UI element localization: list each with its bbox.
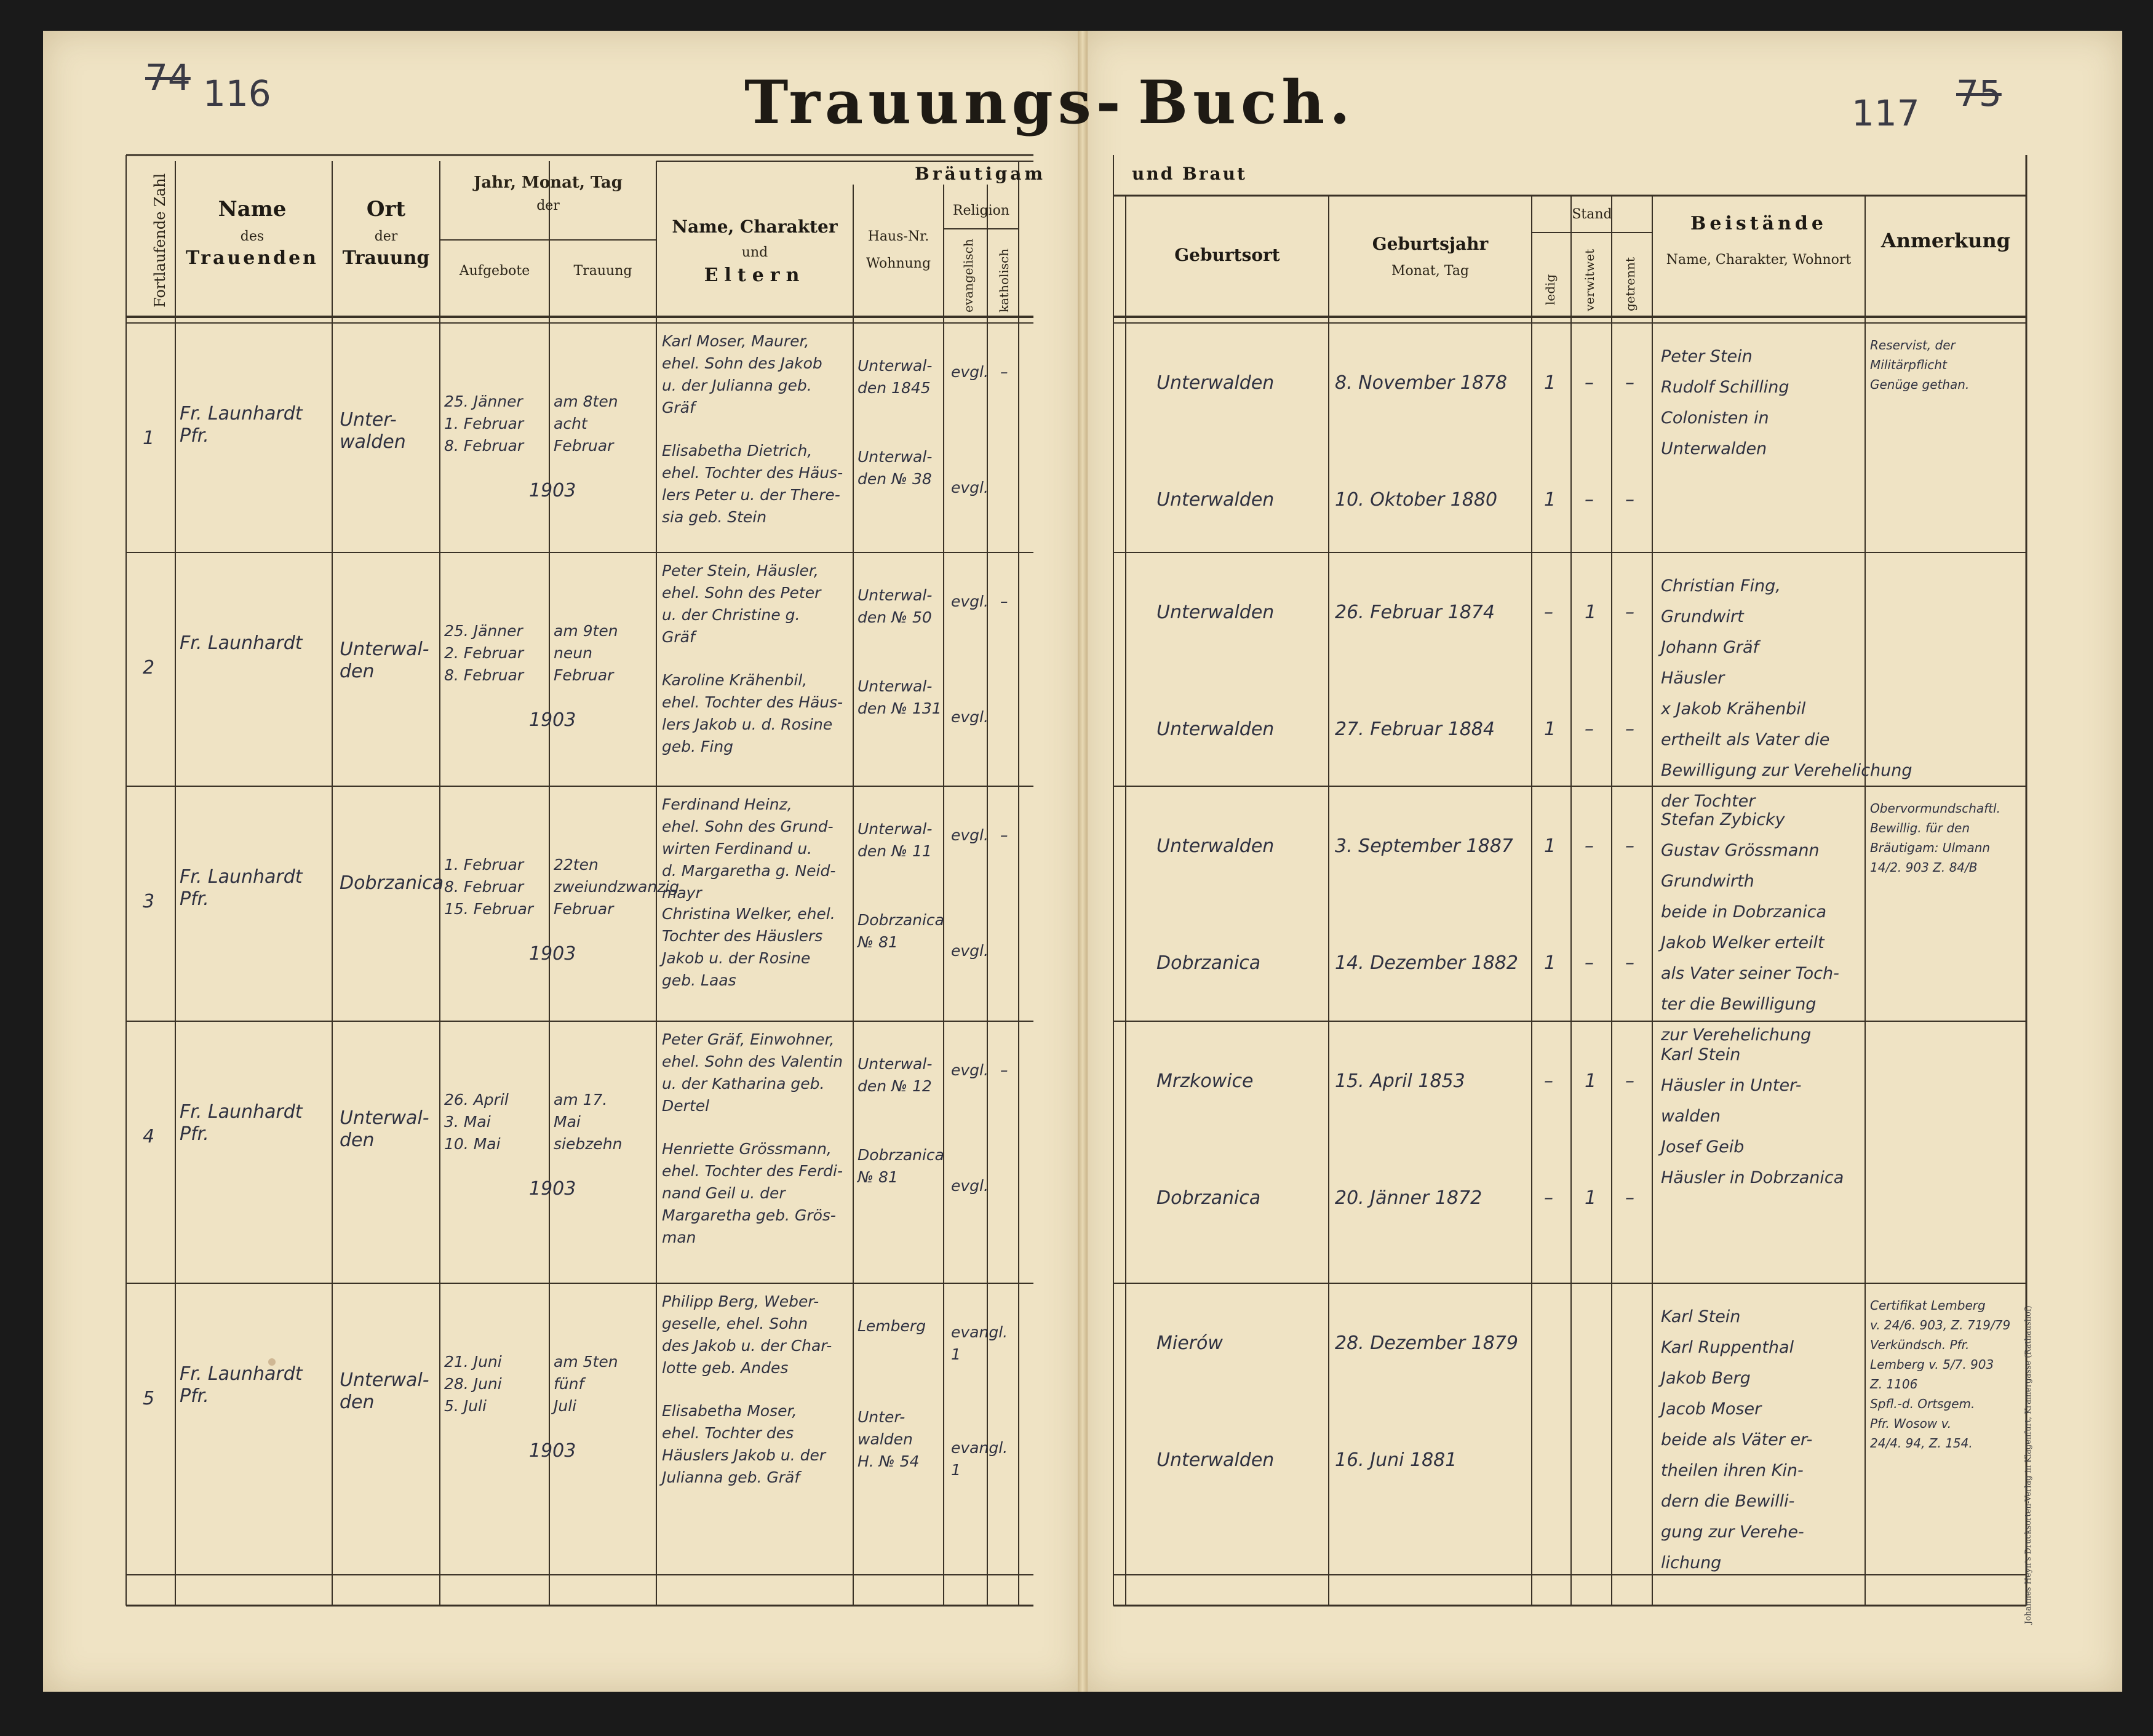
header-place-2: der <box>374 229 398 244</box>
entry-bride-status: – <box>1585 952 1594 974</box>
entry-bride: Karoline Krähenbil, ehel. Tochter des Häus- lers Jakob u. d. Rosine geb. Fing <box>662 671 843 755</box>
entry-bride-birth: 27. Februar 1884 <box>1335 719 1495 740</box>
header-names-3: Eltern <box>704 265 806 286</box>
entry-banns: 26. April 3. Mai 10. Mai <box>444 1091 509 1153</box>
entry-groom-catholic: – <box>1000 363 1008 381</box>
entry-bride-house: Unterwal- den № 131 <box>858 677 942 717</box>
entry-groom-house: Unterwal- den № 12 <box>858 1055 933 1095</box>
entry-bride-birthplace: Unterwalden <box>1156 719 1275 740</box>
header-religion: Religion <box>952 203 1010 218</box>
entry-bride-status: – <box>1625 489 1634 511</box>
entry-banns: 1. Februar 8. Februar 15. Februar <box>444 856 534 918</box>
header-names-1: Name, Charakter <box>672 217 838 237</box>
title-right: Buch. <box>1138 68 1355 137</box>
entry-groom-religion: evgl. <box>951 363 989 381</box>
entry-number: 3 <box>143 891 155 912</box>
entry-bride-birth: 14. Dezember 1882 <box>1335 952 1518 974</box>
left-old-page-number: 74 <box>145 57 191 98</box>
entry-groom-status: – <box>1625 372 1634 394</box>
entry-place: Unter- walden <box>340 409 406 453</box>
entry-groom-catholic: – <box>1000 826 1008 844</box>
entry-number: 5 <box>143 1388 155 1409</box>
ink-spot <box>268 1358 276 1366</box>
header-house-1: Haus-Nr. <box>867 229 929 244</box>
header-birthyear-1: Geburtsjahr <box>1372 234 1489 254</box>
right-old-page-number: 75 <box>1956 73 2002 114</box>
entry-place: Unterwal- den <box>340 639 429 682</box>
entry-bride-birthplace: Dobrzanica <box>1156 952 1261 974</box>
entry-groom: Peter Gräf, Einwohner, ehel. Sohn des Valentin u. der Katharina geb. Dertel <box>662 1030 843 1115</box>
entry-witnesses: Peter Stein Rudolf Schilling Colonisten in Unterwalden <box>1661 347 1789 458</box>
entry-number: 4 <box>143 1126 155 1147</box>
entry-bride-status: – <box>1625 719 1634 740</box>
left-page-number: 116 <box>203 73 271 114</box>
header-status: Stand <box>1572 207 1612 222</box>
entry-year: 1903 <box>529 1440 576 1462</box>
entry-groom-birthplace: Unterwalden <box>1156 835 1275 857</box>
entry-groom-birthplace: Unterwalden <box>1156 372 1275 394</box>
entry-banns: 21. Juni 28. Juni 5. Juli <box>444 1353 502 1415</box>
entry-bride: Elisabetha Moser, ehel. Tochter des Häuslers Jakob u. der Julianna geb. Gräf <box>662 1402 826 1486</box>
entry-groom-religion: evangl. 1 <box>951 1323 1008 1363</box>
entry-remark: Certifikat Lemberg v. 24/6. 903, Z. 719/79 Verkündsch. Pfr. Lemberg v. 5/7. 903 Z. 1106 Spfl.-d. Ortsgem. Pfr. Wosow v. 24/4. 94, Z. 154. <box>1870 1298 2011 1451</box>
entry-officiant: Fr. Launhardt Pfr. <box>180 866 303 910</box>
entry-remark: Obervormundschaftl. Bewillig. für den Bräutigam: Ulmann 14/2. 903 Z. 84/B <box>1870 801 2000 875</box>
entry-groom-religion: evgl. <box>951 1061 989 1079</box>
entry-officiant: Fr. Launhardt Pfr. <box>180 403 303 447</box>
entry-witnesses: Stefan Zybicky Gustav Grössmann Grundwirth beide in Dobrzanica Jakob Welker erteilt als Vater seiner Toch- ter die Bewilligung zur Verehelichung <box>1661 810 1839 1045</box>
entry-groom-status: – <box>1544 1070 1553 1092</box>
entry-bride-birth: 16. Juni 1881 <box>1335 1449 1457 1471</box>
entry-bride-status: 1 <box>1544 489 1556 511</box>
entry-groom-religion: evgl. <box>951 826 989 844</box>
entry-groom-status: 1 <box>1585 602 1597 623</box>
entry-bride-religion: evgl. <box>951 1177 989 1195</box>
header-house-2: Wohnung <box>866 256 931 271</box>
header-place-3: Trauung <box>342 247 430 269</box>
entry-bride-house: Unterwal- den № 38 <box>858 448 933 488</box>
header-banns: Aufgebote <box>459 263 530 279</box>
entry-wedding: am 9ten neun Februar <box>554 622 618 684</box>
entry-witnesses: Karl Stein Häusler in Unter- walden Josef Geib Häusler in Dobrzanica <box>1661 1045 1844 1187</box>
title-left: Trauungs- <box>744 68 1126 137</box>
entry-bride-status: – <box>1585 489 1594 511</box>
entry-bride: Elisabetha Dietrich, ehel. Tochter des Häus- lers Peter u. der There- sia geb. Stein <box>662 442 843 526</box>
entry-wedding: am 8ten acht Februar <box>554 392 618 455</box>
entry-bride-birthplace: Dobrzanica <box>1156 1187 1261 1209</box>
entry-groom-status: 1 <box>1544 835 1556 857</box>
entry-banns: 25. Jänner 1. Februar 8. Februar <box>444 392 524 455</box>
entry-place: Unterwal- den <box>340 1107 429 1151</box>
entry-wedding: am 17. Mai siebzehn <box>554 1091 623 1153</box>
entry-groom-birth: 3. September 1887 <box>1335 835 1513 857</box>
entry-bride-house: Dobrzanica № 81 <box>858 1146 944 1186</box>
header-name-2: des <box>240 229 265 244</box>
entry-bride-status: – <box>1625 952 1634 974</box>
entry-groom: Philipp Berg, Weber- geselle, ehel. Sohn des Jakob u. der Char- lotte geb. Andes <box>662 1292 832 1377</box>
entry-wedding: 22ten zweiundzwanzig Februar <box>554 856 680 918</box>
entry-wedding: am 5ten fünf Juli <box>554 1353 618 1415</box>
entry-groom-house: Lemberg <box>858 1317 926 1335</box>
entry-officiant: Fr. Launhardt Pfr. <box>180 1101 303 1145</box>
header-widowed: verwitwet <box>1582 249 1597 311</box>
book-spine <box>1078 31 1088 1692</box>
entry-banns: 25. Jänner 2. Februar 8. Februar <box>444 622 524 684</box>
entry-bride-religion: evangl. 1 <box>951 1439 1008 1479</box>
entry-witnesses: Christian Fing, Grundwirt Johann Gräf Häusler x Jakob Krähenbil ertheilt als Vater die Bewilligung zur Verehelichung der Tochter <box>1661 576 1912 811</box>
entry-bride-birth: 20. Jänner 1872 <box>1335 1187 1482 1209</box>
header-date-2: der <box>536 198 560 213</box>
entry-groom-birth: 28. Dezember 1879 <box>1335 1332 1518 1354</box>
header-bride: und Braut <box>1132 164 1247 184</box>
entry-groom: Ferdinand Heinz, ehel. Sohn des Grund- wirten Ferdinand u. d. Margaretha g. Neid- mayr <box>662 795 836 902</box>
entry-bride-status: – <box>1544 1187 1553 1209</box>
entry-groom-catholic: – <box>1000 592 1008 610</box>
entry-bride-religion: evgl. <box>951 708 989 726</box>
entry-bride-status: – <box>1625 1187 1634 1209</box>
header-remark: Anmerkung <box>1880 229 2011 252</box>
header-catholic: katholisch <box>997 248 1011 313</box>
header-witnesses-1: Beistände <box>1690 213 1827 234</box>
header-groom: Bräutigam <box>915 164 1046 184</box>
right-page-number: 117 <box>1852 92 1920 134</box>
header-name-1: Name <box>218 197 287 221</box>
header-place-1: Ort <box>366 197 406 221</box>
entry-groom: Karl Moser, Maurer, ehel. Sohn des Jakob u. der Julianna geb. Gräf <box>662 332 822 416</box>
entry-groom-status: 1 <box>1585 1070 1597 1092</box>
entry-year: 1903 <box>529 943 576 965</box>
entry-groom-status: – <box>1585 835 1594 857</box>
entry-groom-birth: 8. November 1878 <box>1335 372 1508 394</box>
entry-bride-birth: 10. Oktober 1880 <box>1335 489 1498 511</box>
entry-bride-house: Unter- walden H. № 54 <box>858 1408 920 1470</box>
entry-bride: Christina Welker, ehel. Tochter des Häuslers Jakob u. der Rosine geb. Laas <box>662 905 835 989</box>
printer-imprint: Johannes Heyn's Drucksorten-Verlag in Klagenfurt, Kramergasse (Rathaushof) <box>2024 1305 2033 1624</box>
entry-bride-house: Dobrzanica № 81 <box>858 911 944 951</box>
entry-bride-birthplace: Unterwalden <box>1156 1449 1275 1471</box>
header-birthplace: Geburtsort <box>1174 245 1280 265</box>
entry-number: 1 <box>143 428 155 449</box>
entry-place: Unterwal- den <box>340 1369 429 1413</box>
entry-bride-status: 1 <box>1544 952 1556 974</box>
entry-groom-birthplace: Mrzkowice <box>1156 1070 1254 1092</box>
entry-groom-religion: evgl. <box>951 592 989 610</box>
entry-bride-religion: evgl. <box>951 479 989 496</box>
entry-year: 1903 <box>529 709 576 731</box>
entry-bride-religion: evgl. <box>951 942 989 960</box>
entry-groom-birthplace: Unterwalden <box>1156 602 1275 623</box>
entry-year: 1903 <box>529 480 576 501</box>
entry-bride: Henriette Grössmann, ehel. Tochter des Ferdi- nand Geil u. der Margaretha geb. Grös- man <box>662 1140 843 1246</box>
header-names-2: und <box>741 245 768 260</box>
entry-bride-birthplace: Unterwalden <box>1156 489 1275 511</box>
entry-officiant: Fr. Launhardt Pfr. <box>180 1363 303 1407</box>
entry-groom-birthplace: Mierów <box>1156 1332 1223 1354</box>
header-wedding: Trauung <box>573 263 632 279</box>
entry-groom-status: – <box>1625 1070 1634 1092</box>
entry-groom-catholic: – <box>1000 1061 1008 1079</box>
header-witnesses-2: Name, Charakter, Wohnort <box>1666 252 1852 268</box>
entry-year: 1903 <box>529 1178 576 1200</box>
entry-witnesses: Karl Stein Karl Ruppenthal Jakob Berg Jacob Moser beide als Väter er- theilen ihren Kin- dern die Bewilli- gung zur Verehe- lichung <box>1661 1307 1813 1572</box>
entry-number: 2 <box>143 657 155 679</box>
entry-groom-status: – <box>1625 602 1634 623</box>
entry-groom-status: – <box>1544 602 1553 623</box>
header-name-3: Trauenden <box>186 247 319 269</box>
entry-groom-birth: 26. Februar 1874 <box>1335 602 1495 623</box>
header-birthyear-2: Monat, Tag <box>1391 263 1470 279</box>
header-evangelic: evangelisch <box>961 239 976 313</box>
entry-groom-house: Unterwal- den № 11 <box>858 820 933 860</box>
entry-groom-house: Unterwal- den 1845 <box>858 357 933 397</box>
entry-groom-status: – <box>1585 372 1594 394</box>
entry-remark: Reservist, der Militärpflicht Genüge gethan. <box>1870 338 1970 392</box>
entry-bride-status: 1 <box>1585 1187 1597 1209</box>
header-single: ledig <box>1543 274 1558 305</box>
header-separated: getrennt <box>1623 257 1638 311</box>
entry-bride-status: 1 <box>1544 719 1556 740</box>
entry-groom-house: Unterwal- den № 50 <box>858 586 933 626</box>
entry-groom-status: – <box>1625 835 1634 857</box>
entry-groom: Peter Stein, Häusler, ehel. Sohn des Peter u. der Christine g. Gräf <box>662 562 821 646</box>
entry-groom-status: 1 <box>1544 372 1556 394</box>
entry-groom-birth: 15. April 1853 <box>1335 1070 1465 1092</box>
header-date-1: Jahr, Monat, Tag <box>474 173 623 192</box>
entry-bride-status: – <box>1585 719 1594 740</box>
entry-place: Dobrzanica <box>340 872 444 894</box>
entry-officiant: Fr. Launhardt <box>180 632 303 654</box>
header-number: Fortlaufende Zahl <box>151 173 169 308</box>
